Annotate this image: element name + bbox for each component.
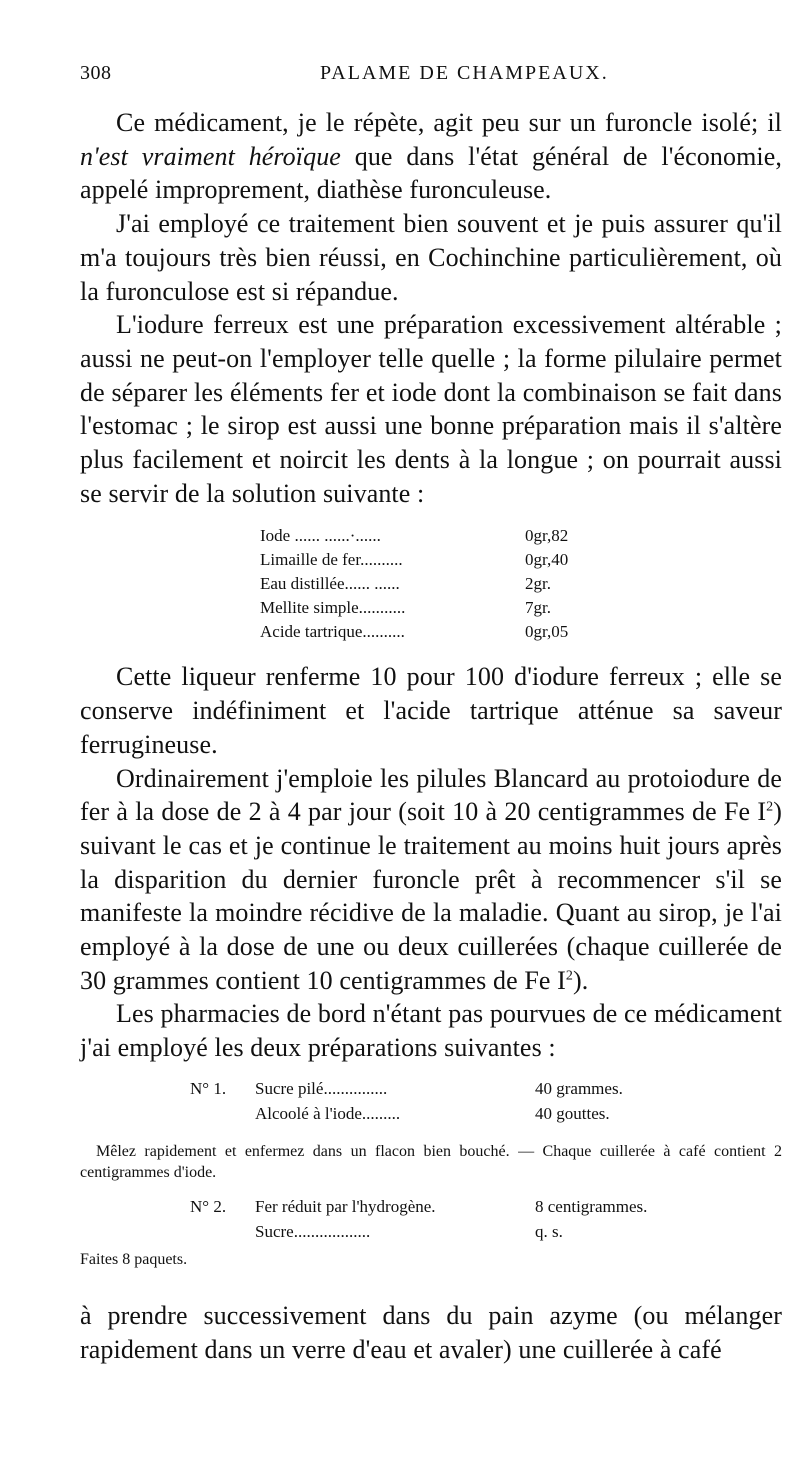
- ingredient-quantity: 2gr.: [525, 574, 551, 594]
- running-title: PALAME DE CHAMPEAUX.: [320, 62, 609, 84]
- ingredient-name: Fer réduit par l'hydrogène.: [255, 1196, 436, 1216]
- paragraph-1: [80, 106, 782, 207]
- paragraph-3: L'iodure ferreux est une préparation excessivement altérable ; aussi ne peut-on l'employer telle quelle ; la forme pilulaire permet de séparer les éléments fer et iode dont la combinaison se fait dans l'estomac ; le sirop est aussi une bonne préparation mais il s'altère plus facilement et noircit les dents à la longue ; on pourrait aussi se servir de la solution suivante :: [80, 310, 782, 508]
- ingredient-quantity: 0gr,82: [525, 526, 569, 546]
- page-number: 308: [80, 62, 112, 84]
- formula-row: [80, 598, 782, 622]
- prescription-row: [80, 1104, 782, 1129]
- superscript: 2: [766, 799, 774, 815]
- running-header: [80, 62, 760, 92]
- ingredient-name: Mellite simple...........: [260, 598, 406, 618]
- page-body: [80, 100, 782, 1366]
- formula-row: [80, 550, 782, 574]
- superscript: 2: [565, 968, 573, 984]
- prescription-number: N° 2.: [190, 1196, 227, 1216]
- paragraph-5-part-c: ).: [573, 965, 589, 995]
- ingredient-quantity: 40 gouttes.: [535, 1103, 610, 1123]
- ingredient-name: Iode ...... ......·......: [260, 526, 381, 546]
- ingredient-quantity: 0gr,40: [525, 550, 569, 570]
- prescription-row: [80, 1079, 782, 1104]
- paragraph-5: [80, 762, 782, 998]
- prescription-row: [80, 1197, 782, 1222]
- formula-solution: [80, 526, 782, 646]
- paragraph-1-italic: n'est vraiment héroïque: [80, 141, 341, 171]
- paragraph-1-end: que dans l'état général de l'économie, appelé improprement, diathèse furonculeuse.: [80, 141, 782, 205]
- paragraph-4: Cette liqueur renferme 10 pour 100 d'iodure ferreux ; elle se conserve indéfiniment et l'acide tartrique atténue sa saveur ferrugineuse.: [80, 662, 782, 759]
- formula-row: [80, 622, 782, 646]
- ingredient-quantity: 40 grammes.: [535, 1078, 623, 1098]
- formula-row: [80, 574, 782, 598]
- ingredient-name: Acide tartrique..........: [260, 622, 405, 642]
- paragraph-5-part-a: Ordinairement j'emploie les pilules Blancard au protoiodure de fer à la dose de 2 à 4 par jour (soit 10 à 20 centigrammes de Fe I: [80, 763, 782, 827]
- ingredient-quantity: 0gr,05: [525, 622, 569, 642]
- ingredient-name: Limaille de fer..........: [260, 550, 403, 570]
- preparation-note: Mêlez rapidement et enfermez dans un flacon bien bouché. — Chaque cuillerée à café contient 2 centigrammes d'iode.: [80, 1142, 782, 1181]
- prescription-1: [80, 1079, 782, 1129]
- prescription-2: [80, 1197, 782, 1247]
- paragraph-6: Les pharmacies de bord n'étant pas pourvues de ce médicament j'ai employé les deux préparations suivantes :: [80, 999, 782, 1063]
- ingredient-name: Eau distillée...... ......: [260, 574, 400, 594]
- prescription-row: [80, 1222, 782, 1247]
- packet-note: Faites 8 paquets.: [80, 1250, 188, 1268]
- paragraph-5-part-b: ) suivant le cas et je continue le traitement au moins huit jours après la disparition du dernier furoncle prêt à recommencer s'il se manifeste la moindre récidive de la maladie. Quant au sirop, je l'ai employé à la dose de une ou deux cuillerées (chaque cuillerée de 30 grammes contient 10 centigrammes de Fe I: [80, 797, 782, 995]
- formula-row: [80, 526, 782, 550]
- paragraph-1-start: Ce médicament, je le répète, agit peu sur un furoncle isolé; il: [116, 108, 782, 137]
- ingredient-quantity: 7gr.: [525, 598, 551, 618]
- ingredient-name: Sucre..................: [255, 1221, 371, 1241]
- prescription-number: N° 1.: [190, 1078, 227, 1098]
- ingredient-name: Sucre pilé...............: [255, 1078, 388, 1098]
- paragraph-2: J'ai employé ce traitement bien souvent et je puis assurer qu'il m'a toujours très bien réussi, en Cochinchine particulièrement, où la furonculose est si répandue.: [80, 209, 782, 306]
- ingredient-quantity: q. s.: [535, 1221, 563, 1241]
- paragraph-7: à prendre successivement dans du pain azyme (ou mélanger rapidement dans un verre d'eau et avaler) une cuillerée à café: [80, 1300, 782, 1364]
- ingredient-quantity: 8 centigrammes.: [535, 1196, 648, 1216]
- ingredient-name: Alcoolé à l'iode.........: [255, 1103, 401, 1123]
